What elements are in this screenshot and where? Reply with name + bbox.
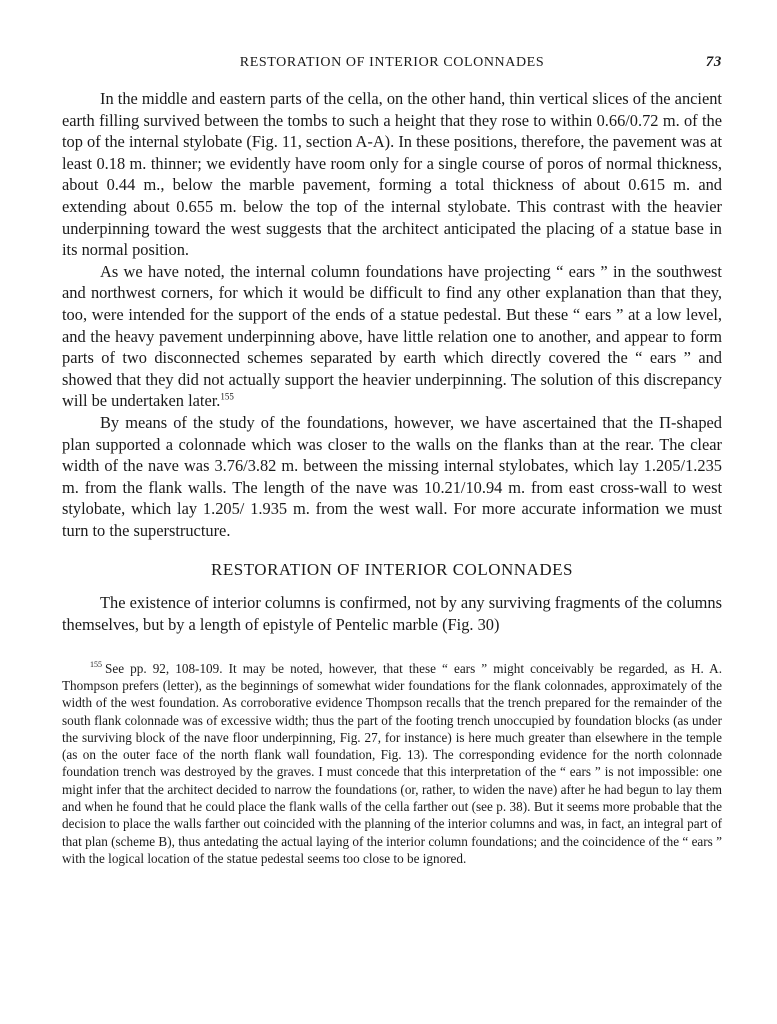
footnote-reference[interactable]: 155 — [220, 391, 234, 402]
paragraph-3: By means of the study of the foundations, however, we have ascertained that the Π-shaped plan supported a colonnade which was closer to the walls on the flanks than at the rear. The clear width of the nave was 3.76/3.82 m. between the missing internal stylobates, which lay 1.205/1.235 m. from the flank walls. The length of the nave was 10.21/10.94 m. from east cross-wall to west stylobate, which lay 1.205/ 1.935 m. from the west wall. For more accurate information we must turn to the superstructure. — [62, 412, 722, 540]
body-text — [62, 88, 722, 636]
running-head — [62, 52, 722, 76]
footnote-text: See pp. 92, 108-109. It may be noted, however, that these “ ears ” might conceivably be regarded, as H. A. Thompson prefers (letter), as the beginnings of somewhat wider foundations for the flank colonnades, approximately of the width of the west foundation. As corroborative evidence Thompson recalls that the trench prepared for the remainder of the south flank colonnade was of excessive width; thus the part of the footing trench unoccupied by foundation blocks (as under the surviving block of the nave floor underpinning, Fig. 27, for instance) is here much greater than elsewhere in the temple (as on the outer face of the north flank wall foundation, Fig. 13). The corresponding evidence for the north colonnade foundation trench was destroyed by the graves. I must concede that this interpretation of the “ ears ” is not impossible: one might infer that the architect decided to narrow the foundations (or, rather, to widen the nave) after he had begun to lay them and when he found that he could place the flank walls of the cella farther out (see p. 38). But it seems more probable that the decision to place the walls farther out coincided with the planning of the interior columns and was, in fact, an integral part of that plan (scheme B), thus antedating the actual laying of the interior column foundations; and the coincidence of the “ ears ” with the logical location of the statue pedestal seems too close to be ignored. — [62, 660, 722, 866]
paragraph-1: In the middle and eastern parts of the cella, on the other hand, thin vertical slices of the ancient earth filling survived between the tombs to such a height that they rose to within 0.66/0.72 m. of the top of the internal stylobate (Fig. 11, section A-A). In these positions, therefore, the pavement was at least 0.18 m. thinner; we evidently have room only for a single course of poros of normal thickness, about 0.44 m., below the marble pavement, forming a total thickness of about 0.615 m. and extending about 0.655 m. below the top of the internal stylobate. This contrast with the heavier underpinning toward the west suggests that the architect anticipated the placing of a statue base in its normal position. — [62, 89, 722, 260]
running-head-title: RESTORATION OF INTERIOR COLONNADES — [239, 55, 545, 70]
paragraph-4: The existence of interior columns is confirmed, not by any surviving fragments of the columns themselves, but by a length of epistyle of Pentelic marble (Fig. 30) — [62, 593, 722, 635]
page-number: 73 — [705, 54, 722, 70]
section-heading: RESTORATION OF INTERIOR COLONNADES — [211, 560, 573, 580]
paragraph-2 — [62, 261, 722, 412]
footnote — [62, 660, 722, 868]
paragraph-2-text: As we have noted, the internal column foundations have projecting “ ears ” in the southwest and northwest corners, for which it would be difficult to find any other explanation than that they, too, were intended for the support of the ends of a statue pedestal. But these “ ears ” at a low level, and the heavy pavement underpinning above, have little relation one to another, and appear to form parts of two disconnected schemes separated by earth which directly covered the “ ears ” and showed that they did not actually support the heavier underpinning. The solution of this discrepancy will be undertaken later. — [62, 261, 722, 411]
footnote-number: 155 — [90, 660, 102, 670]
book-page — [62, 52, 722, 867]
